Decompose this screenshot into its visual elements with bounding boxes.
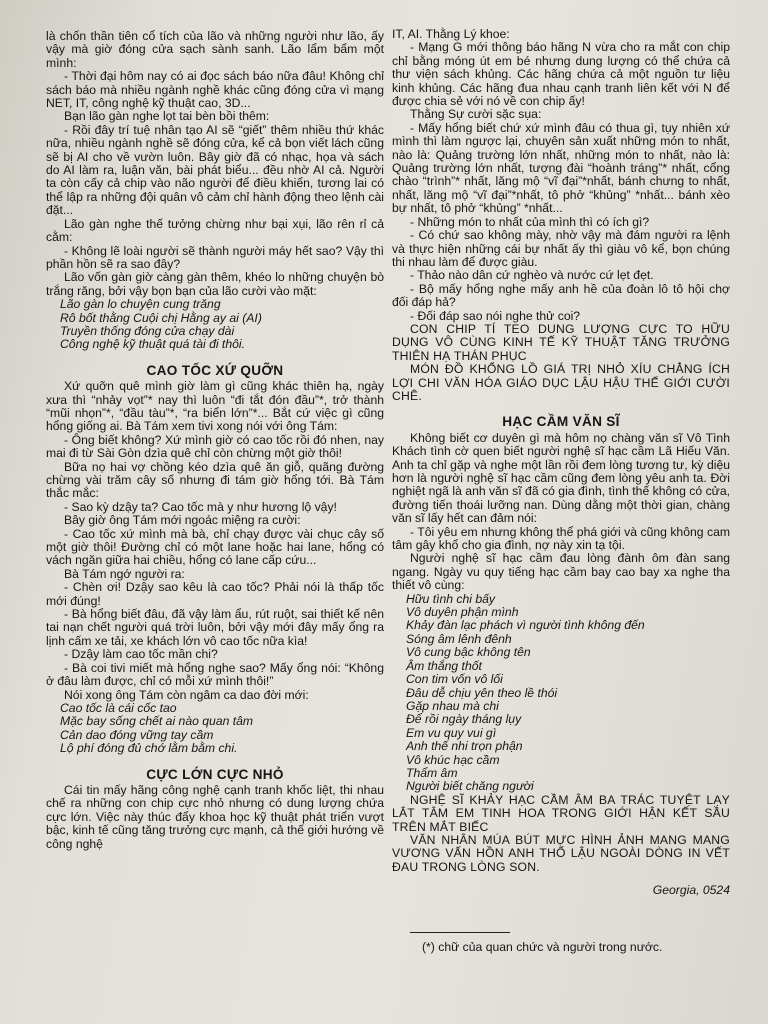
poem-line: Gặp nhau mà chi (406, 698, 499, 713)
paragraph: - Mấy hổng biết chứ xứ mình đâu có thua gì, tụy nhiên xứ mình thì làm ngược lại, chuyên sản xuất những món to nhất, nào là: Quảng trường lớn nhất, những món to nhất, nào là: Quảng trường lớn nhất, tượng đài “hoành tráng”* nhất, cổng chào “trình”* nhất, lăng mộ “vĩ đại”*nhất, bánh chưng to nhất, nhất, lăng mộ “vĩ đại”*nhất, tô phở “khủng” *nhất... bánh xèo bự nhất, tô phở “khủng” *nhất... (392, 120, 730, 216)
poem-line: Lão gàn lo chuyện cung trăng (60, 297, 221, 312)
poem-line: Cản dao đóng vững tay cầm (60, 727, 214, 742)
poem (392, 593, 730, 794)
paragraph: - Cao tốc xứ mình mà bà, chỉ chạy được vài chục cây số một giờ thôi! Đường chỉ có một lane hoặc hai lane, hổng có vách ngăn giữa hai chiều, hổng có lane cấp cứu... (46, 526, 384, 568)
poem-line: Con tim vốn vô lối (406, 672, 503, 687)
paragraph: IT, AI. Thằng Lý khoe: (392, 27, 510, 41)
paragraph: Không biết cơ duyên gì mà hôm nọ chàng văn sĩ Vô Tình Khách tình cờ quen biết người nghệ sĩ hạc cầm Lã Hiếu Văn. Anh ta chỉ gặp và nghe một lần rồi đem lòng tương tư, kỳ diệu hơn là người nghệ sĩ hạc cầm cũng đem lòng yêu anh ta. Đời nghiệt ngã là anh văn sĩ đã có gia đình, tình thế không có cửa, đường tiến thoái lưỡng nan. Dùng dằng một thời gian, chàng văn sĩ lấy hết can đảm nói: (392, 430, 730, 526)
section-heading: CỰC LỚN CỰC NHỎ (146, 766, 284, 782)
caps-verse: VĂN NHÂN MÚA BÚT MỰC HÌNH ẢNH MANG MANG VƯƠNG VẤN HỒN ANH THỔ LẬU NGOÀI DÒNG IN VẾT ĐAU TRONG LÒNG SON. (392, 832, 730, 874)
paragraph: - Bà coi tivi miết mà hổng nghe sao? Mấy ổng nói: “Không ở đâu làm được, chỉ có mỗi xứ mình thôi!” (46, 660, 384, 689)
poem-line: Người biết chăng người (406, 779, 534, 794)
poem-line: Hữu tình chi bấy (406, 591, 496, 606)
poem-line: Vô khúc hạc cầm (406, 752, 500, 767)
paragraph: - Sao kỳ dzậy ta? Cao tốc mà y như hương lộ vậy! (64, 499, 337, 514)
paragraph: Người nghệ sĩ hạc cầm đau lòng đành ôm đàn sang ngang. Ngày vu quy tiếng hạc cầm bay cao bay xa nghe tha thiết vô cùng: (392, 551, 730, 593)
poem-line: Em vu quy vui gì (406, 725, 497, 740)
paragraph: - Ông biết không? Xứ mình giờ có cao tốc rồi đó nhen, nay mai đi từ Sài Gòn dzìa quê chỉ còn chừng một giờ thôi! (46, 432, 384, 461)
paragraph: Lão gàn nghe thế tưởng chừng như bại xụi, lão rên rỉ cả cằm: (46, 216, 384, 245)
paragraph: là chốn thần tiên cổ tích của lão và những người như lão, ấy vậy mà giờ đóng cửa sạch sành sanh. Lão lẩm bẩm một mình: (46, 29, 384, 70)
paragraph: - Bà hổng biết đâu, đã vậy làm ẩu, rút ruột, sai thiết kế nên tai nạn chết người quá trời luôn, bởi vậy mới đây mấy ổng ra lịnh cấm xe tải, xe khách lớn vô cao tốc nữa kìa! (46, 607, 384, 648)
poem-line: Mặc bay sống chết ai nào quan tâm (60, 714, 254, 729)
poem-line: Thẩm âm (406, 765, 458, 780)
paragraph: Bây giờ ông Tám mới ngoác miệng ra cười: (64, 513, 301, 528)
paragraph: - Đối đáp sao nói nghe thử coi? (410, 308, 581, 323)
paragraph: - Dzậy làm cao tốc mần chi? (64, 647, 218, 662)
paragraph: - Thời đại hôm nay có ai đọc sách báo nữa đâu! Không chỉ sách báo mà nhiều ngành nghề khác cũng đóng cửa vì mạng NET, IT, công nghệ kỹ thuật cao, 3D... (46, 69, 384, 111)
paragraph: - Mạng G mới thông báo hãng N vừa cho ra mắt con chip chỉ bằng móng út em bé nhưng dung lượng có thể chứa cả thư viện sách khủng. Các hãng chứa cả một nguồn tư liệu kinh khủng. Các hãng đua nhau cạnh tranh liên kết với N để được chia sẻ với nó về con chip ấy! (392, 40, 730, 109)
author-signature: Georgia, 0524 (652, 883, 730, 898)
paragraph: Xứ quỡn quê mình giờ làm gì cũng khác thiên hạ, ngày xưa thì “nhảy vọt”* nay thì luôn “đi tắt đón đầu”*, trở thành “mũi nhọn”*, “đầu tàu”*, “ra biển lớn”*... Bắt cứ việc gì cũng hổng giống ai. Bà Tám xem tivi xong nói với ông Tám: (46, 379, 384, 434)
paragraph: Lão vốn gàn giờ càng gàn thêm, khéo lo những chuyện bò trắng răng, bởi vậy bọn bạn của lão cười vào mặt: (46, 270, 384, 298)
footnote-divider (410, 932, 510, 933)
poem-line: Vô cung bậc không tên (406, 645, 531, 660)
paragraph: - Rồi đây trí tuệ nhân tạo AI sẽ “giết” thêm nhiều thứ khác nữa, nhiều ngành nghề sẽ đóng cửa, kể cả bọn viết lách cũng sẽ bị AI cho về vườn luôn. Bây giờ đã có nhạc, họa và sách do AI làm ra, luận văn, bài phát biểu... đều nhờ AI cả. Người ta còn cấy cả chip vào não người để điều khiển, tương lai có thể lập ra những đội quân vô cảm chỉ hành động theo lệnh cài đặt... (46, 122, 384, 218)
paragraph: Thằng Sự cười sặc sụa: (410, 107, 542, 122)
caps-verse: MÓN ĐỒ KHỔNG LỒ GIÁ TRỊ NHỎ XÍU CHẲNG ÍCH LỢI CHI VĂN HÓA GIÁO DỤC LẬU HẬU THẾ GIỚI CƯỜI CHÊ. (392, 362, 730, 403)
caps-verse: CON CHIP TÍ TEO DUNG LƯỢNG CỰC TO HỮU DỤNG VÔ CÙNG KINH TẾ KỸ THUẬT TĂNG TRƯỞNG THIÊN HẠ THÁN PHỤC (392, 321, 730, 363)
section-heading: CAO TỐC XỨ QUỠN (146, 362, 284, 378)
paragraph: - Những món to nhất của mình thì có ích gì? (410, 214, 650, 229)
poem-line: Lộ phí đóng đủ chớ lằm bằm chi. (60, 741, 238, 756)
paragraph: Cái tin mấy hãng công nghệ cạnh tranh khốc liệt, thi nhau chế ra những con chip cực nhỏ nhưng có dung lượng chứa cực lớn. Việc này thúc đẩy khoa học kỹ thuật phát triển vượt bậc, kinh tế cũng tăng trưởng cực mạnh, cả thế giới hướng về công nghệ (46, 782, 384, 851)
right-column (392, 28, 730, 954)
poem-line: Anh thế nhi trọn phận (406, 739, 523, 754)
paragraph: - Bộ mấy hổng nghe mấy anh hề của đoàn lô tô hội chợ đối đáp hả? (392, 281, 730, 310)
footnote: (*) chữ của quan chức và người trong nước. (422, 939, 663, 954)
paragraph: - Có chứ sao không mày, nhờ vậy mà đám người ra lệnh và thực hiện những cái bự nhất ấy thì giàu vô kể, bọn chúng thi nhau làm để được giàu. (392, 228, 730, 269)
paragraph: Bà Tám ngớ người ra: (64, 566, 185, 581)
paragraph: - Chèn ơi! Dzậy sao kêu là cao tốc? Phải nói là thấp tốc mới đúng! (46, 580, 384, 608)
poem-line: Đâu dễ chịu yên theo lề thói (406, 685, 558, 700)
poem-line: Âm thắng thốt (406, 658, 482, 673)
section-heading: HẠC CẦM VĂN SĨ (502, 414, 620, 430)
paragraph: Nói xong ông Tám còn ngâm ca dao đời mới: (64, 687, 309, 702)
paragraph: - Thảo nào dân cứ nghèo và nước cứ lẹt đẹt. (410, 268, 654, 283)
poem (46, 702, 384, 756)
poem-line: Rô bốt thằng Cuội chị Hằng ay ai (AI) (60, 310, 262, 325)
paragraph: - Tôi yêu em nhưng không thể phá giới và cũng không cam tâm gây khổ cho gia đình, nợ này xin tạ tội. (392, 524, 730, 553)
poem-line: Khảy đàn lạc phách vì người tình không đến (406, 618, 645, 633)
poem-line: Truyền thống đóng cửa chạy dài (60, 323, 235, 338)
poem-line: Để rồi ngày tháng lụy (406, 712, 522, 727)
caps-verse: NGHỆ SĨ KHẢY HẠC CẦM ÂM BA TRÁC TUYỆT LẠY LẮT TÂM EM TINH HOA TRONG GIỚI HẬN KẾT SẦU TRÊN MẮT BIẾC (392, 792, 730, 834)
poem-line: Vô duyên phận mình (406, 605, 519, 620)
poem (46, 298, 384, 352)
poem-line: Công nghệ kỹ thuật quá tài đi thôi. (60, 337, 245, 352)
poem-line: Cao tốc là cái cốc tao (60, 700, 177, 715)
paragraph: Bạn lão gàn nghe lọt tai bèn bồi thêm: (64, 109, 270, 124)
paragraph: - Không lẽ loài người sẽ thành người máy hết sao? Vậy thì phần hồn sẽ ra sao đây? (46, 243, 384, 271)
left-column (46, 30, 384, 851)
paragraph: Bữa nọ hai vợ chồng kéo dzìa quê ăn giỗ, quãng đường chừng vài trăm cây số nhưng đi tám giờ hổng tới. Bà Tám thắc mắc: (46, 459, 384, 501)
poem-line: Sóng âm lênh đênh (406, 631, 512, 646)
